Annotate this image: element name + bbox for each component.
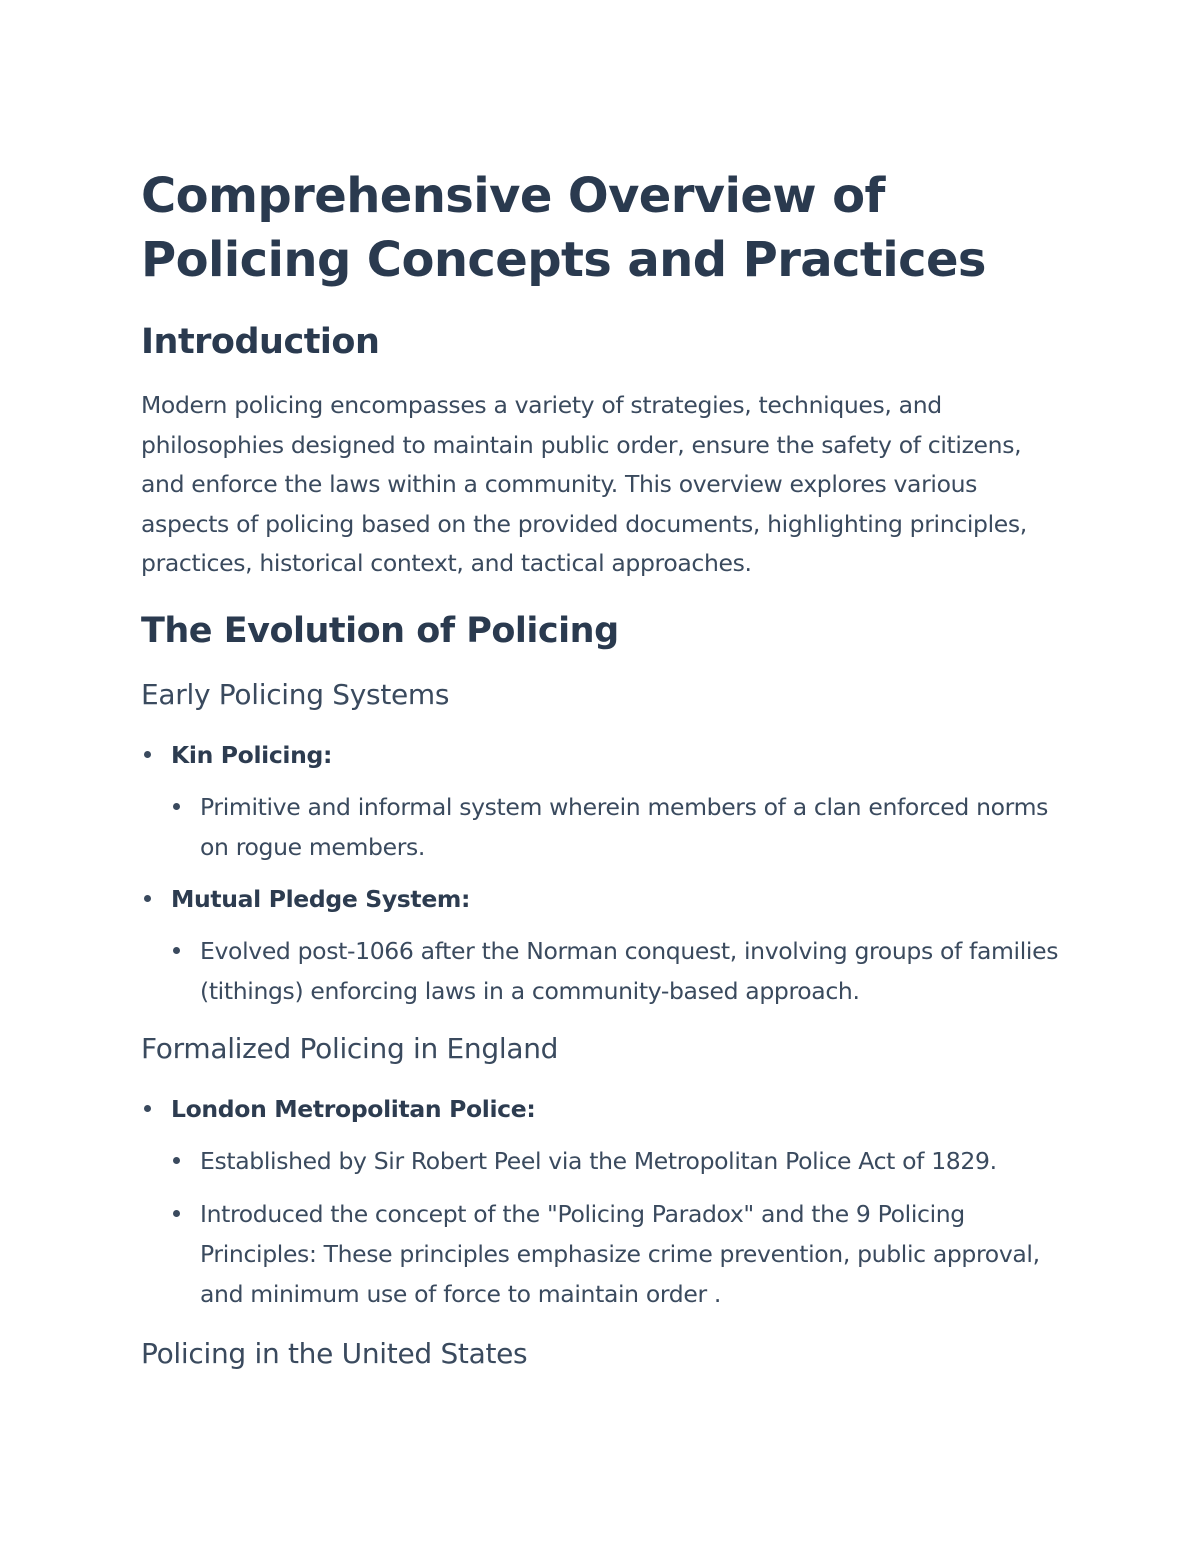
evolution-heading: The Evolution of Policing [141, 610, 619, 651]
sub-list-item [170, 787, 1070, 867]
sub-list-item [170, 1194, 1070, 1314]
introduction-heading: Introduction [141, 322, 380, 362]
sub-list [170, 787, 1070, 867]
england-policing-heading: Formalized Policing in England [141, 1031, 559, 1065]
bullet-icon [144, 1105, 151, 1112]
sub-item-text: Evolved post-1066 after the Norman conquest, involving groups of families (tithings) enforcing laws in a community-based approach. [200, 936, 1059, 1005]
sub-list [170, 931, 1070, 1011]
bullet-icon [173, 1157, 180, 1164]
list-item [141, 735, 1070, 775]
list-item [141, 879, 1070, 919]
list-item [141, 1089, 1070, 1129]
sub-item-text: Primitive and informal system wherein members of a clan enforced norms on rogue members. [200, 792, 1049, 861]
document-title: Comprehensive Overview of Policing Concepts and Practices [141, 168, 986, 288]
bullet-icon [173, 1210, 180, 1217]
item-label: London Metropolitan Police: [171, 1094, 536, 1123]
introduction-paragraph: Modern policing encompasses a variety of strategies, techniques, and philosophies designed to maintain public order, ensure the safety of citizens, and enforce the laws within a community. This overview explores various aspects of policing based on the provided documents, highlighting principles, practices, historical context, and tactical approaches. [141, 391, 1027, 577]
bullet-icon [144, 751, 151, 758]
sub-list-item [170, 1141, 1070, 1181]
bullet-icon [144, 895, 151, 902]
sub-item-text: Established by Sir Robert Peel via the Metropolitan Police Act of 1829. [200, 1146, 997, 1175]
sub-item-text: Introduced the concept of the "Policing Paradox" and the 9 Policing Principles: These principles emphasize crime prevention, public approval, and minimum use of force to maintain order . [200, 1199, 1040, 1308]
early-policing-list-2 [141, 879, 1070, 919]
early-policing-list [141, 735, 1070, 775]
sub-list-item [170, 931, 1070, 1011]
sub-list [170, 1141, 1070, 1314]
item-label: Kin Policing: [171, 740, 333, 769]
us-policing-heading: Policing in the United States [141, 1336, 528, 1370]
item-label: Mutual Pledge System: [171, 884, 471, 913]
early-policing-heading: Early Policing Systems [141, 677, 450, 711]
bullet-icon [173, 947, 180, 954]
england-policing-list [141, 1089, 1070, 1129]
bullet-icon [173, 803, 180, 810]
